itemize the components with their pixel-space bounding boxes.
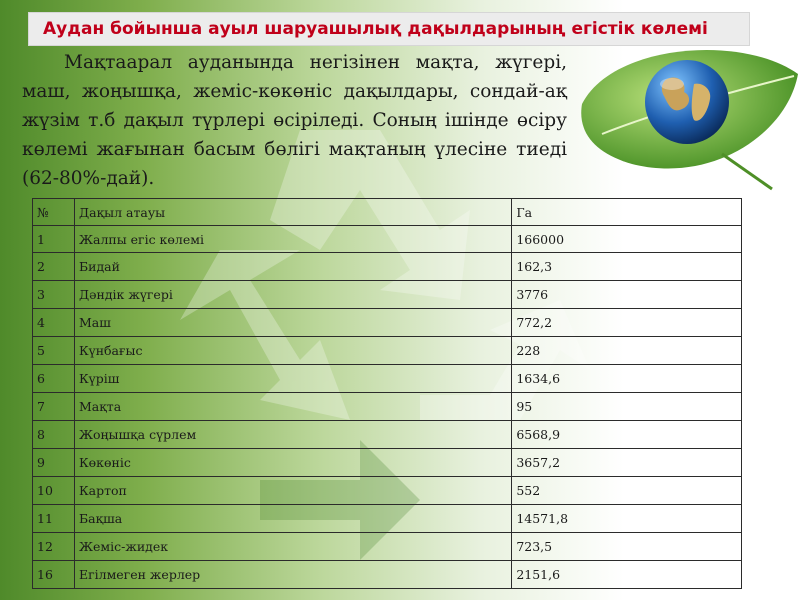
intro-paragraph: Мақтаарал ауданында негізінен мақта, жүгері, маш, жоңышқа, жеміс-көкөніс дақылдары, сондай-ақ жүзім т.б дақыл түрлері өсіріледі. Соның ішінде өсіру көлемі жағынан басым бөлігі мақтаның үлесіне тиеді (62-80%-дай). — [22, 52, 567, 189]
cell-crop-name: Дәндік жүгері — [74, 281, 511, 309]
table-header-row — [33, 199, 742, 226]
cell-hectares: 95 — [512, 393, 742, 421]
cell-hectares: 552 — [512, 477, 742, 505]
cell-number: 1 — [33, 226, 75, 253]
cell-crop-name: Жалпы егіс көлемі — [74, 226, 511, 253]
cell-hectares: 14571,8 — [512, 505, 742, 533]
cell-hectares: 166000 — [512, 226, 742, 253]
cell-number: 2 — [33, 253, 75, 281]
cell-crop-name: Көкөніс — [74, 449, 511, 477]
table-row — [33, 505, 742, 533]
table-row — [33, 281, 742, 309]
crop-area-table — [32, 198, 742, 589]
table-body — [33, 226, 742, 589]
cell-hectares: 228 — [512, 337, 742, 365]
table-row — [33, 337, 742, 365]
cell-number: 16 — [33, 561, 75, 589]
cell-crop-name: Маш — [74, 309, 511, 337]
cell-number: 6 — [33, 365, 75, 393]
column-header-crop-name: Дақыл атауы — [74, 199, 511, 226]
cell-hectares: 1634,6 — [512, 365, 742, 393]
column-header-hectares: Га — [512, 199, 742, 226]
cell-crop-name: Егілмеген жерлер — [74, 561, 511, 589]
cell-hectares: 772,2 — [512, 309, 742, 337]
cell-hectares: 162,3 — [512, 253, 742, 281]
table-row — [33, 253, 742, 281]
cell-hectares: 3657,2 — [512, 449, 742, 477]
cell-number: 5 — [33, 337, 75, 365]
cell-hectares: 723,5 — [512, 533, 742, 561]
table-row — [33, 421, 742, 449]
table-row — [33, 365, 742, 393]
table-row — [33, 561, 742, 589]
cell-number: 3 — [33, 281, 75, 309]
cell-number: 8 — [33, 421, 75, 449]
cell-crop-name: Бақша — [74, 505, 511, 533]
cell-number: 12 — [33, 533, 75, 561]
table-row — [33, 309, 742, 337]
cell-crop-name: Бидай — [74, 253, 511, 281]
cell-hectares: 6568,9 — [512, 421, 742, 449]
table-row — [33, 449, 742, 477]
cell-crop-name: Картоп — [74, 477, 511, 505]
cell-number: 4 — [33, 309, 75, 337]
slide-title-bar — [28, 12, 750, 46]
table-row — [33, 477, 742, 505]
slide-title: Аудан бойынша ауыл шаруашылық дақылдарының егістік көлемі — [43, 19, 708, 39]
cell-crop-name: Жеміс-жидек — [74, 533, 511, 561]
cell-crop-name: Күріш — [74, 365, 511, 393]
table-row — [33, 226, 742, 253]
cell-hectares: 2151,6 — [512, 561, 742, 589]
cell-number: 9 — [33, 449, 75, 477]
cell-crop-name: Мақта — [74, 393, 511, 421]
cell-number: 7 — [33, 393, 75, 421]
table-row — [33, 533, 742, 561]
table-row — [33, 393, 742, 421]
cell-number: 10 — [33, 477, 75, 505]
cell-number: 11 — [33, 505, 75, 533]
cell-crop-name: Күнбағыс — [74, 337, 511, 365]
globe-leaf-illustration — [572, 34, 800, 194]
cell-hectares: 3776 — [512, 281, 742, 309]
column-header-number: № — [33, 199, 75, 226]
cell-crop-name: Жоңышқа сүрлем — [74, 421, 511, 449]
